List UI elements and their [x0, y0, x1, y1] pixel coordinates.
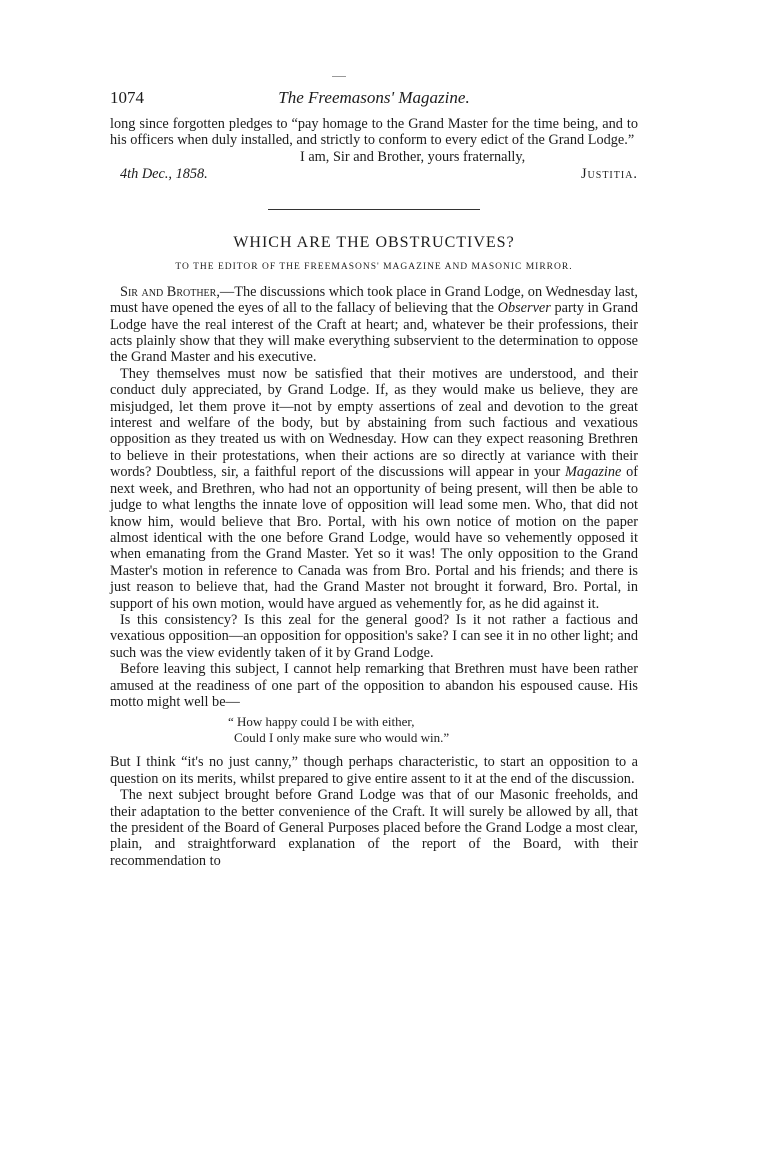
paragraph-4: Before leaving this subject, I cannot help remarking that Brethren must have been rather amused at the readiness of one part of the opposition to abandon his espoused cause. His motto might well be—: [110, 661, 638, 710]
letter-closing: I am, Sir and Brother, yours fraternally,: [300, 148, 526, 165]
verse-line-2: Could I only make sure who would win.”: [234, 730, 450, 746]
date-signature-row: [110, 166, 638, 183]
article-body-continued: [110, 754, 638, 869]
page-number: 1074: [110, 88, 144, 107]
magazine-page: [110, 70, 638, 869]
paragraph-6: The next subject brought before Grand Lodge was that of our Masonic freeholds, and their adaptation to the better convenience of the Craft. It will surely be allowed by all, that the president of the Board of General Purposes placed before the Grand Lodge a most clear, plain, and straightforward explanation of the report of the Board, with their recommendation to: [110, 787, 638, 869]
letter-signature: Justitia.: [580, 165, 638, 182]
closing-row: [110, 149, 638, 166]
paragraph-2: [110, 366, 638, 612]
paragraph-1-part-b: party in Grand Lodge have the real interest of the Craft at heart; and, whatever be their professions, their acts plainly show that they will make everything subservient to the determination to oppose the Grand Master and his executive.: [110, 300, 638, 366]
paragraph-1: [110, 284, 638, 366]
paragraph-2-part-b: of next week, and Brethren, who had not an opportunity of being present, will then be able to judge to what lengths the innate love of opposition will lead some men. Who, that did not know him, would believe that Bro. Portal, with his own notice of motion on the paper almost identical with the one before Grand Lodge, would have so vehemently opposed it when emanating from the Grand Master. Yet so it was! The only opposition to the Grand Master's motion in reference to Canada was from Bro. Portal and his friends; and there is just reason to believe that, had the Grand Master not brought it forward, Bro. Portal, in support of his own motion, would have argued as vehemently for, as he did against it.: [110, 464, 639, 612]
verse-line-1: “ How happy could I be with either,: [228, 714, 415, 730]
observer-title: Observer: [497, 300, 551, 317]
previous-letter-end: [110, 116, 638, 149]
magazine-title: Magazine: [565, 464, 622, 481]
article-title: WHICH ARE THE OBSTRUCTIVES?: [233, 233, 515, 251]
letter-closing-paragraph: long since forgotten pledges to “pay homage to the Grand Master for the time being, and to his officers when duly installed, and strictly to conform to every edict of the Grand Lodge.”: [110, 116, 638, 149]
paragraph-3: Is this consistency? Is this zeal for the general good? Is it not rather a factious and vexatious opposition—an opposition for opposition's sake? I can see it in no other light; and such was the view evidently taken of it by Grand Lodge.: [110, 611, 638, 661]
section-divider: [268, 209, 480, 210]
paragraph-2-part-a: They themselves must now be satisfied that their motives are understood, and their conduct duly appreciated, by Grand Lodge. If, as they would make us believe, they are misjudged, let them prove it—not by empty assertions of zeal and devotion to the great interest and welfare of the body, but by abstaining from such factious and vexatious opposition as they treated us with on Wednesday. How can they expect reasoning Brethren to believe in their protestations, when their actions are so directly at variance with their words? Doubtless, sir, a faithful report of the discussions will appear in your: [110, 365, 638, 481]
paragraph-5: But I think “it's no just canny,” though perhaps characteristic, to start an opposition to a question on its merits, whilst prepared to give entire assent to it at the end of the discussion.: [110, 754, 638, 787]
article-subtitle: TO THE EDITOR OF THE FREEMASONS' MAGAZINE AND MASONIC MIRROR.: [175, 261, 573, 272]
running-title: The Freemasons' Magazine.: [278, 88, 470, 107]
letter-date: 4th Dec., 1858.: [120, 165, 208, 182]
verse-quote: [110, 714, 638, 746]
salutation: Sir and Brother,: [120, 283, 220, 300]
paragraph-1-part-a: —The discussions which took place in Grand Lodge, on Wednesday last, must have opened the eyes of all to the fallacy of believing that the: [110, 283, 638, 317]
running-head: [110, 88, 638, 116]
article-body: [110, 284, 638, 711]
